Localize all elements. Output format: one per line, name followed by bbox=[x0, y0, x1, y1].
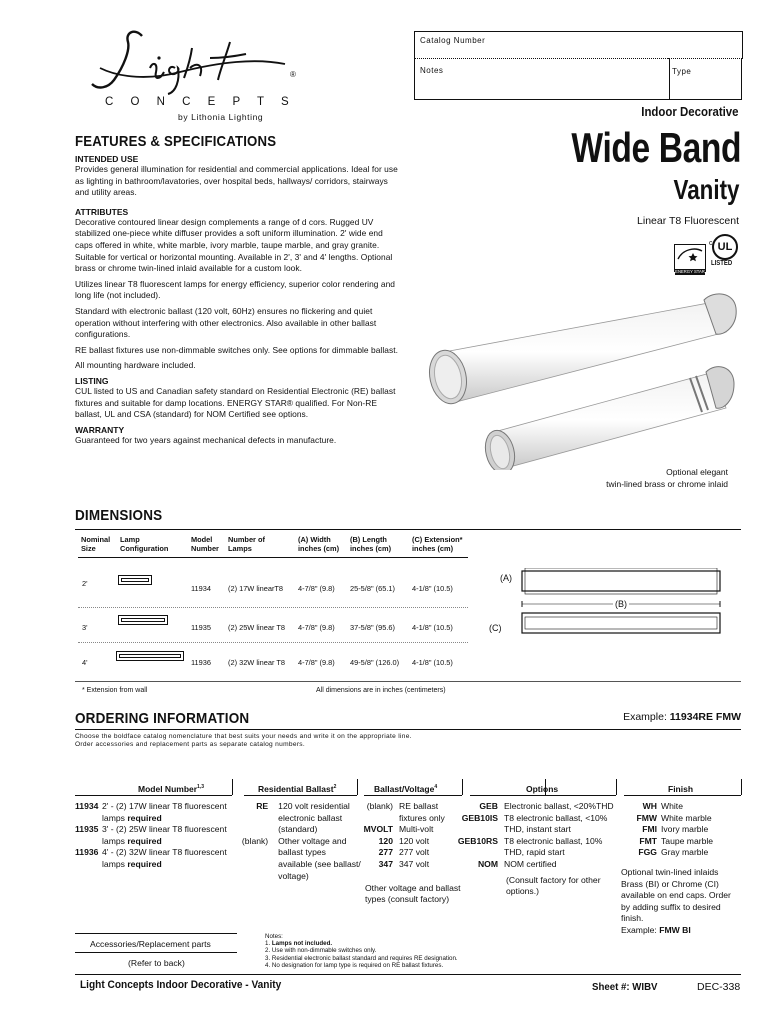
options-list bbox=[456, 801, 626, 898]
order-line[interactable] bbox=[364, 779, 462, 796]
dim-header-ext: (C) Extension* inches (cm) bbox=[412, 535, 463, 553]
accessories-text: (Refer to back) bbox=[128, 958, 185, 968]
ul-listed-label: LISTED bbox=[711, 260, 733, 267]
dimensions-heading: DIMENSIONS bbox=[75, 507, 163, 524]
notes-label: Notes bbox=[420, 66, 444, 75]
col-res-header: Residential Ballast$^2$ bbox=[258, 784, 337, 794]
finish-list bbox=[621, 801, 743, 937]
attributes-heading: ATTRIBUTES bbox=[75, 206, 129, 217]
warranty-text: Guaranteed for two years against mechanical defects in manufacture. bbox=[75, 434, 337, 445]
list-item: GEB10RS T8 electronic ballast, 10% THD, rapid start bbox=[457, 835, 603, 858]
list-item: 1. Lamps not included. bbox=[265, 940, 333, 948]
catalog-number-box[interactable] bbox=[414, 31, 743, 59]
logo-registered: ® bbox=[290, 70, 296, 79]
warranty-heading: WARRANTY bbox=[75, 424, 125, 435]
logo-concepts: C O N C E P T S bbox=[105, 96, 296, 108]
dim-ext: 4-1/8" (10.5) bbox=[412, 658, 453, 667]
list-item: 120 120 volt bbox=[378, 835, 430, 846]
dim-header-lamps: Number of Lamps bbox=[228, 535, 265, 553]
lamp-config-icon bbox=[118, 575, 152, 585]
finish-example: Example: FMW BI bbox=[621, 924, 691, 935]
listing-heading: LISTING bbox=[75, 375, 109, 386]
dim-length: 37-5/8" (95.6) bbox=[350, 623, 395, 632]
list-item: 347 347 volt bbox=[378, 858, 430, 869]
logo-script-icon bbox=[80, 28, 300, 98]
brand-logo bbox=[80, 28, 300, 123]
dim-model: 11935 bbox=[191, 623, 212, 632]
list-item: FMI Ivory marble bbox=[642, 824, 709, 835]
list-item: WH White bbox=[642, 801, 683, 811]
dim-footnote-units: All dimensions are in inches (centimeters) bbox=[316, 687, 446, 694]
dim-label-a: (A) bbox=[500, 573, 512, 583]
dim-width: 4-7/8" (9.8) bbox=[298, 584, 335, 593]
dim-header-size: Nominal Size bbox=[81, 535, 111, 553]
product-photo bbox=[414, 280, 744, 470]
order-line[interactable] bbox=[244, 779, 357, 796]
dimensions-table bbox=[78, 535, 478, 675]
ordering-example bbox=[623, 711, 741, 723]
order-line[interactable] bbox=[75, 779, 232, 796]
energy-star-badge bbox=[674, 244, 706, 272]
type-box[interactable] bbox=[668, 58, 742, 100]
dim-header-length: (B) Length inches (cm) bbox=[350, 535, 392, 553]
dim-size: 3' bbox=[82, 623, 88, 632]
type-label: Type bbox=[672, 67, 692, 76]
dim-width: 4-7/8" (9.8) bbox=[298, 658, 335, 667]
list-item: RE 120 volt residential electronic ballast (standard) bbox=[256, 801, 350, 835]
footer-code: DEC-338 bbox=[697, 981, 741, 993]
ordering-heading: ORDERING INFORMATION bbox=[75, 710, 250, 727]
energy-star-icon bbox=[675, 245, 705, 264]
list-item: FMT Taupe marble bbox=[639, 835, 714, 846]
ordering-notes bbox=[265, 933, 545, 969]
dim-header-lamp: Lamp Configuration bbox=[120, 535, 169, 553]
dim-length: 49-5/8" (126.0) bbox=[350, 658, 400, 667]
list-item: 11936 4' - (2) 32W linear T8 fluorescent lamps required bbox=[75, 847, 227, 869]
listing-text: CUL listed to US and Canadian safety standard on Residential Electronic (RE) ballast fixtures and suitable for damp locations. ENERGY STAR® qualified. For Non-RE ballast, UL and CSA (standard) for NOM Certified see options. bbox=[75, 385, 396, 420]
photo-caption bbox=[606, 466, 728, 490]
list-item: NOM NOM certified bbox=[477, 858, 557, 869]
dim-ext: 4-1/8" (10.5) bbox=[412, 584, 453, 593]
dim-width: 4-7/8" (9.8) bbox=[298, 623, 335, 632]
notes-box[interactable] bbox=[414, 58, 670, 100]
list-item: 11935 3' - (2) 25W linear T8 fluorescent lamps required bbox=[75, 824, 227, 846]
dim-length: 25-5/8" (65.1) bbox=[350, 584, 395, 593]
photo-caption-line2: twin-lined brass or chrome inlaid bbox=[606, 479, 728, 489]
list-item: MVOLT Multi-volt bbox=[363, 824, 434, 835]
attributes-text-2: Utilizes linear T8 fluorescent lamps for energy efficiency, superior color rendering and long life (not included). bbox=[75, 278, 396, 301]
accessories-box[interactable] bbox=[75, 933, 237, 953]
opt-note: (Consult factory for other options.) bbox=[506, 874, 601, 897]
list-item: 277 277 volt bbox=[378, 847, 430, 858]
list-item: (blank) Other voltage and ballast types available (see ballast/ voltage) bbox=[241, 835, 361, 881]
ul-circle-icon bbox=[712, 234, 738, 260]
dim-model: 11936 bbox=[191, 658, 212, 667]
dim-lamps: (2) 17W linearT8 bbox=[228, 584, 284, 593]
col-fin-header: Finish bbox=[668, 784, 694, 794]
bv-note: Other voltage and ballast types (consult factory) bbox=[365, 882, 461, 905]
dim-lamps: (2) 25W linear T8 bbox=[228, 623, 285, 632]
order-line[interactable] bbox=[624, 779, 741, 796]
footer-title: Light Concepts Indoor Decorative - Vanity bbox=[80, 979, 282, 991]
attributes-text-1: Decorative contoured linear design complements a range of d cors. Rugged UV stabilized one-piece white diffuser provides a soft uniform illumination. 2' wide end caps offered in white, white marble, ivory marble, taupe marble, and gray granite. Suitable for vertical or horizontal mounting. Available in 2', 3' and 4' lengths. Optional brass or chrome twin-lined inlaid available for a custom look. bbox=[75, 216, 393, 274]
footer-sheet: Sheet #: WIBV bbox=[592, 981, 658, 993]
col-model-header: Model Number$^{1,3}$ bbox=[138, 784, 204, 794]
model-list bbox=[75, 801, 235, 871]
attributes-text-4: RE ballast fixtures use non-dimmable switches only. See options for dimmable ballast. bbox=[75, 344, 398, 355]
order-line[interactable] bbox=[470, 779, 616, 796]
features-column bbox=[75, 154, 403, 446]
lamp-config-icon bbox=[118, 615, 168, 625]
res-ballast-list bbox=[236, 801, 362, 882]
lamp-config-icon bbox=[116, 651, 184, 661]
example-value: 11934RE FMW bbox=[669, 711, 741, 723]
product-subtitle: Linear T8 Fluorescent bbox=[637, 215, 739, 227]
dim-footnote-extension: * Extension from wall bbox=[82, 687, 148, 694]
intended-use-text: Provides general illumination for residential and commercial applications. Ideal for use as lighting in bathroom/lavatories, over hospital beds, hallways/ corridors, stairways and utility areas. bbox=[75, 164, 398, 198]
dim-label-b: (B) bbox=[615, 599, 627, 609]
col-opt-header: Options bbox=[526, 784, 559, 794]
list-item: 3. Residential electronic ballast standard and requires RE designation. bbox=[265, 954, 458, 962]
dim-header-width: (A) Width inches (cm) bbox=[298, 535, 340, 553]
logo-byline: by Lithonia Lighting bbox=[178, 112, 264, 122]
ballast-voltage-list bbox=[361, 801, 461, 906]
list-item: 11934 2' - (2) 17W linear T8 fluorescent lamps required bbox=[75, 801, 227, 823]
list-item: (blank) RE ballast fixtures only bbox=[366, 801, 445, 823]
list-item: 4. No designation for lamp type is required on RE ballast fixtures. bbox=[265, 961, 444, 969]
photo-caption-line1: Optional elegant bbox=[666, 467, 728, 477]
col-bv-header: Ballast/Voltage$^4$ bbox=[374, 784, 438, 794]
attributes-text-5: All mounting hardware included. bbox=[75, 360, 196, 371]
list-item: GEB Electronic ballast, <20%THD bbox=[479, 801, 614, 811]
dim-model: 11934 bbox=[191, 584, 212, 593]
dim-header-model: Model Number bbox=[191, 535, 219, 553]
table-row bbox=[78, 613, 468, 637]
list-item: GEB10IS T8 electronic ballast, <10% THD, instant start bbox=[461, 812, 608, 835]
list-item: FMW White marble bbox=[636, 812, 712, 823]
list-item: 2. Use with non-dimmable switches only. bbox=[265, 947, 377, 955]
ul-text: UL bbox=[717, 241, 733, 253]
example-label: Example: bbox=[623, 711, 667, 723]
attributes-text-3: Standard with electronic ballast (120 volt, 60Hz) ensures no flickering and quiet operation without interfering with other electronics. Also available in other ballast configurations. bbox=[75, 305, 377, 340]
catalog-number-label: Catalog Number bbox=[420, 36, 486, 45]
accessories-heading: Accessories/Replacement parts bbox=[90, 939, 211, 949]
product-title-line2: Vanity bbox=[673, 174, 739, 205]
dim-lamps: (2) 32W linear T8 bbox=[228, 658, 285, 667]
ul-listed-badge bbox=[709, 232, 741, 278]
ordering-intro: Choose the boldface catalog nomenclature that best suits your needs and write it on the appropriate line. Order accessories and replacement parts as separate catalog numbers. bbox=[75, 733, 412, 749]
dim-ext: 4-1/8" (10.5) bbox=[412, 623, 453, 632]
notes-heading: Notes: bbox=[265, 933, 283, 940]
ul-c-mark: c bbox=[709, 240, 713, 247]
features-heading: FEATURES & SPECIFICATIONS bbox=[75, 133, 277, 150]
table-row bbox=[78, 573, 468, 603]
product-category: Indoor Decorative bbox=[641, 104, 739, 119]
product-title-line1: Wide Band bbox=[571, 124, 741, 171]
list-item: FGG Gray marble bbox=[638, 847, 709, 858]
dim-size: 2' bbox=[82, 579, 88, 588]
intended-use-heading: INTENDED USE bbox=[75, 154, 139, 164]
dim-size: 4' bbox=[82, 658, 88, 667]
energy-star-label: ENERGY STAR bbox=[675, 269, 705, 274]
finish-note: Optional twin-lined inlaids Brass (BI) or Chrome (CI) available on end caps. Order by adding suffix to desired finish. bbox=[621, 866, 731, 924]
table-row bbox=[78, 649, 468, 673]
dim-label-c: (C) bbox=[489, 623, 502, 633]
